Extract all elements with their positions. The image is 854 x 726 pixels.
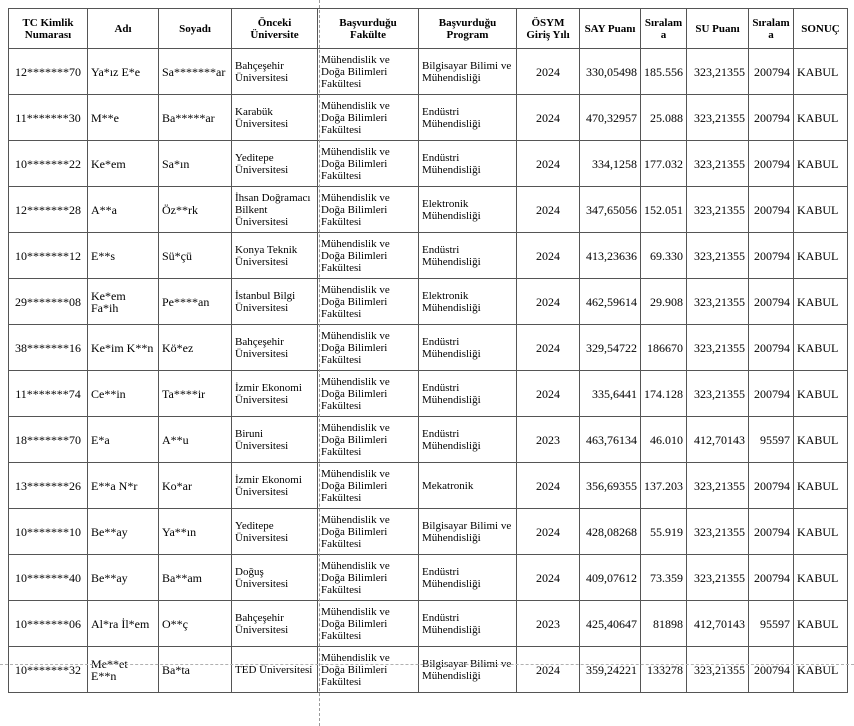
cell-say-rank: 177.032 <box>641 141 687 187</box>
cell-su-rank: 200794 <box>749 49 794 95</box>
cell-osym-entry-year: 2024 <box>517 509 580 555</box>
cell-previous-university: Bahçeşehir Üniversitesi <box>232 325 318 371</box>
cell-su-score: 323,21355 <box>687 463 749 509</box>
table-row <box>9 141 848 187</box>
cell-say-score: 335,6441 <box>580 371 641 417</box>
cell-previous-university: Doğuş Üniversitesi <box>232 555 318 601</box>
cell-osym-entry-year: 2024 <box>517 187 580 233</box>
results-table-container <box>8 8 848 693</box>
cell-applied-faculty: Mühendislik ve Doğa Bilimleri Fakültesi <box>318 463 419 509</box>
cell-last-name: Sa*******ar <box>159 49 232 95</box>
cell-applied-faculty: Mühendislik ve Doğa Bilimleri Fakültesi <box>318 371 419 417</box>
cell-result: KABUL <box>794 187 848 233</box>
table-row <box>9 279 848 325</box>
cell-previous-university: Yeditepe Üniversitesi <box>232 141 318 187</box>
cell-say-rank: 69.330 <box>641 233 687 279</box>
cell-last-name: Ta****ir <box>159 371 232 417</box>
cell-osym-entry-year: 2024 <box>517 371 580 417</box>
cell-last-name: Ba*ta <box>159 647 232 693</box>
cell-applied-program: Endüstri Mühendisliği <box>419 601 517 647</box>
header-applied-faculty: Başvurduğu Fakülte <box>318 9 419 49</box>
table-body <box>9 49 848 693</box>
cell-previous-university: Konya Teknik Üniversitesi <box>232 233 318 279</box>
cell-tc-number: 38*******16 <box>9 325 88 371</box>
cell-su-rank: 200794 <box>749 325 794 371</box>
cell-su-score: 323,21355 <box>687 279 749 325</box>
header-say-score: SAY Puanı <box>580 9 641 49</box>
cell-applied-program: Bilgisayar Bilimi ve Mühendisliği <box>419 509 517 555</box>
cell-tc-number: 10*******40 <box>9 555 88 601</box>
cell-applied-faculty: Mühendislik ve Doğa Bilimleri Fakültesi <box>318 141 419 187</box>
header-su-rank: Sıralam a <box>749 9 794 49</box>
cell-osym-entry-year: 2024 <box>517 463 580 509</box>
cell-su-rank: 200794 <box>749 95 794 141</box>
cell-tc-number: 11*******30 <box>9 95 88 141</box>
cell-previous-university: Yeditepe Üniversitesi <box>232 509 318 555</box>
cell-previous-university: İhsan Doğramacı Bilkent Üniversitesi <box>232 187 318 233</box>
cell-applied-program: Elektronik Mühendisliği <box>419 187 517 233</box>
cell-result: KABUL <box>794 325 848 371</box>
cell-applied-program: Elektronik Mühendisliği <box>419 279 517 325</box>
cell-last-name: Sü*çü <box>159 233 232 279</box>
cell-result: KABUL <box>794 371 848 417</box>
cell-applied-faculty: Mühendislik ve Doğa Bilimleri Fakültesi <box>318 555 419 601</box>
cell-say-score: 330,05498 <box>580 49 641 95</box>
cell-applied-program: Endüstri Mühendisliği <box>419 555 517 601</box>
cell-say-score: 425,40647 <box>580 601 641 647</box>
cell-say-rank: 174.128 <box>641 371 687 417</box>
table-row <box>9 647 848 693</box>
cell-first-name: Ya*ız E*e <box>88 49 159 95</box>
cell-first-name: Ke*im K**n <box>88 325 159 371</box>
cell-su-score: 323,21355 <box>687 187 749 233</box>
cell-tc-number: 10*******06 <box>9 601 88 647</box>
cell-previous-university: Karabük Üniversitesi <box>232 95 318 141</box>
cell-first-name: Ce**in <box>88 371 159 417</box>
table-row <box>9 49 848 95</box>
cell-result: KABUL <box>794 141 848 187</box>
cell-say-rank: 73.359 <box>641 555 687 601</box>
cell-osym-entry-year: 2024 <box>517 141 580 187</box>
cell-say-rank: 185.556 <box>641 49 687 95</box>
cell-last-name: Pe****an <box>159 279 232 325</box>
cell-osym-entry-year: 2024 <box>517 647 580 693</box>
cell-last-name: Öz**rk <box>159 187 232 233</box>
table-row <box>9 555 848 601</box>
cell-applied-faculty: Mühendislik ve Doğa Bilimleri Fakültesi <box>318 509 419 555</box>
cell-last-name: O**ç <box>159 601 232 647</box>
cell-applied-program: Bilgisayar Bilimi ve Mühendisliği <box>419 49 517 95</box>
cell-say-rank: 152.051 <box>641 187 687 233</box>
header-result: SONUÇ <box>794 9 848 49</box>
cell-first-name: E*a <box>88 417 159 463</box>
cell-say-rank: 133278 <box>641 647 687 693</box>
cell-applied-program: Endüstri Mühendisliği <box>419 325 517 371</box>
cell-su-rank: 200794 <box>749 555 794 601</box>
cell-applied-faculty: Mühendislik ve Doğa Bilimleri Fakültesi <box>318 49 419 95</box>
table-row <box>9 187 848 233</box>
cell-tc-number: 29*******08 <box>9 279 88 325</box>
cell-say-rank: 186670 <box>641 325 687 371</box>
header-previous-university: Önceki Üniversite <box>232 9 318 49</box>
cell-say-score: 347,65056 <box>580 187 641 233</box>
cell-say-rank: 29.908 <box>641 279 687 325</box>
cell-first-name: Ke*em <box>88 141 159 187</box>
cell-say-score: 470,32957 <box>580 95 641 141</box>
cell-first-name: E**a N*r <box>88 463 159 509</box>
cell-say-rank: 81898 <box>641 601 687 647</box>
header-osym-entry-year: ÖSYM Giriş Yılı <box>517 9 580 49</box>
cell-osym-entry-year: 2024 <box>517 95 580 141</box>
cell-result: KABUL <box>794 647 848 693</box>
cell-result: KABUL <box>794 95 848 141</box>
cell-tc-number: 10*******12 <box>9 233 88 279</box>
cell-su-score: 323,21355 <box>687 233 749 279</box>
cell-osym-entry-year: 2024 <box>517 49 580 95</box>
cell-su-rank: 200794 <box>749 279 794 325</box>
cell-say-score: 329,54722 <box>580 325 641 371</box>
cell-result: KABUL <box>794 601 848 647</box>
cell-su-score: 323,21355 <box>687 49 749 95</box>
cell-applied-faculty: Mühendislik ve Doğa Bilimleri Fakültesi <box>318 601 419 647</box>
cell-osym-entry-year: 2024 <box>517 233 580 279</box>
cell-say-score: 356,69355 <box>580 463 641 509</box>
cell-last-name: Ko*ar <box>159 463 232 509</box>
cell-result: KABUL <box>794 555 848 601</box>
cell-say-rank: 137.203 <box>641 463 687 509</box>
cell-tc-number: 12*******70 <box>9 49 88 95</box>
cell-applied-faculty: Mühendislik ve Doğa Bilimleri Fakültesi <box>318 95 419 141</box>
cell-first-name: E**s <box>88 233 159 279</box>
cell-say-score: 463,76134 <box>580 417 641 463</box>
cell-previous-university: Bahçeşehir Üniversitesi <box>232 601 318 647</box>
cell-su-score: 412,70143 <box>687 417 749 463</box>
cell-previous-university: Bahçeşehir Üniversitesi <box>232 49 318 95</box>
cell-result: KABUL <box>794 509 848 555</box>
cell-result: KABUL <box>794 233 848 279</box>
cell-osym-entry-year: 2024 <box>517 279 580 325</box>
cell-su-score: 323,21355 <box>687 325 749 371</box>
table-row <box>9 325 848 371</box>
cell-applied-faculty: Mühendislik ve Doğa Bilimleri Fakültesi <box>318 417 419 463</box>
cell-applied-faculty: Mühendislik ve Doğa Bilimleri Fakültesi <box>318 233 419 279</box>
cell-osym-entry-year: 2024 <box>517 555 580 601</box>
cell-osym-entry-year: 2023 <box>517 601 580 647</box>
cell-applied-program: Endüstri Mühendisliği <box>419 141 517 187</box>
admission-results-table <box>8 8 848 693</box>
cell-applied-program: Endüstri Mühendisliği <box>419 233 517 279</box>
header-row <box>9 9 848 49</box>
table-row <box>9 233 848 279</box>
cell-result: KABUL <box>794 463 848 509</box>
cell-su-rank: 200794 <box>749 509 794 555</box>
cell-applied-faculty: Mühendislik ve Doğa Bilimleri Fakültesi <box>318 187 419 233</box>
cell-applied-program: Bilgisayar Bilimi ve Mühendisliği <box>419 647 517 693</box>
cell-applied-program: Mekatronik <box>419 463 517 509</box>
cell-osym-entry-year: 2024 <box>517 325 580 371</box>
table-row <box>9 417 848 463</box>
cell-first-name: Be**ay <box>88 555 159 601</box>
cell-su-rank: 95597 <box>749 417 794 463</box>
cell-applied-program: Endüstri Mühendisliği <box>419 417 517 463</box>
cell-first-name: M**e <box>88 95 159 141</box>
cell-applied-faculty: Mühendislik ve Doğa Bilimleri Fakültesi <box>318 279 419 325</box>
cell-su-score: 323,21355 <box>687 509 749 555</box>
cell-say-rank: 25.088 <box>641 95 687 141</box>
table-header <box>9 9 848 49</box>
cell-previous-university: Biruni Üniversitesi <box>232 417 318 463</box>
cell-tc-number: 10*******32 <box>9 647 88 693</box>
cell-first-name: Be**ay <box>88 509 159 555</box>
cell-last-name: Ba**am <box>159 555 232 601</box>
cell-last-name: Ya**ın <box>159 509 232 555</box>
cell-last-name: A**u <box>159 417 232 463</box>
cell-applied-program: Endüstri Mühendisliği <box>419 371 517 417</box>
cell-applied-program: Endüstri Mühendisliği <box>419 95 517 141</box>
cell-say-rank: 55.919 <box>641 509 687 555</box>
header-last-name: Soyadı <box>159 9 232 49</box>
cell-say-score: 334,1258 <box>580 141 641 187</box>
cell-tc-number: 13*******26 <box>9 463 88 509</box>
cell-result: KABUL <box>794 49 848 95</box>
cell-first-name: A**a <box>88 187 159 233</box>
table-row <box>9 463 848 509</box>
cell-say-rank: 46.010 <box>641 417 687 463</box>
header-say-rank: Sıralam a <box>641 9 687 49</box>
cell-say-score: 413,23636 <box>580 233 641 279</box>
header-applied-program: Başvurduğu Program <box>419 9 517 49</box>
table-row <box>9 371 848 417</box>
cell-su-score: 323,21355 <box>687 95 749 141</box>
table-row <box>9 601 848 647</box>
cell-su-rank: 200794 <box>749 233 794 279</box>
cell-su-score: 323,21355 <box>687 647 749 693</box>
cell-say-score: 409,07612 <box>580 555 641 601</box>
cell-tc-number: 12*******28 <box>9 187 88 233</box>
cell-previous-university: İzmir Ekonomi Üniversitesi <box>232 371 318 417</box>
cell-result: KABUL <box>794 279 848 325</box>
cell-tc-number: 18*******70 <box>9 417 88 463</box>
cell-say-score: 462,59614 <box>580 279 641 325</box>
cell-su-rank: 95597 <box>749 601 794 647</box>
cell-su-rank: 200794 <box>749 647 794 693</box>
cell-su-score: 323,21355 <box>687 555 749 601</box>
cell-last-name: Ba*****ar <box>159 95 232 141</box>
cell-last-name: Kö*ez <box>159 325 232 371</box>
header-tc-number: TC Kimlik Numarası <box>9 9 88 49</box>
cell-say-score: 359,24221 <box>580 647 641 693</box>
cell-osym-entry-year: 2023 <box>517 417 580 463</box>
cell-applied-faculty: Mühendislik ve Doğa Bilimleri Fakültesi <box>318 325 419 371</box>
cell-su-score: 412,70143 <box>687 601 749 647</box>
cell-previous-university: İstanbul Bilgi Üniversitesi <box>232 279 318 325</box>
cell-last-name: Sa*ın <box>159 141 232 187</box>
cell-first-name: Al*ra İl*em <box>88 601 159 647</box>
cell-su-score: 323,21355 <box>687 371 749 417</box>
cell-su-score: 323,21355 <box>687 141 749 187</box>
cell-previous-university: İzmir Ekonomi Üniversitesi <box>232 463 318 509</box>
cell-tc-number: 10*******22 <box>9 141 88 187</box>
cell-su-rank: 200794 <box>749 463 794 509</box>
cell-first-name: Ke*em Fa*ih <box>88 279 159 325</box>
cell-su-rank: 200794 <box>749 187 794 233</box>
cell-previous-university: TED Üniversitesi <box>232 647 318 693</box>
cell-result: KABUL <box>794 417 848 463</box>
cell-tc-number: 10*******10 <box>9 509 88 555</box>
cell-applied-faculty: Mühendislik ve Doğa Bilimleri Fakültesi <box>318 647 419 693</box>
table-row <box>9 509 848 555</box>
cell-su-rank: 200794 <box>749 371 794 417</box>
cell-first-name: Me**et E**n <box>88 647 159 693</box>
cell-say-score: 428,08268 <box>580 509 641 555</box>
table-row <box>9 95 848 141</box>
header-su-score: SU Puanı <box>687 9 749 49</box>
cell-tc-number: 11*******74 <box>9 371 88 417</box>
cell-su-rank: 200794 <box>749 141 794 187</box>
header-first-name: Adı <box>88 9 159 49</box>
